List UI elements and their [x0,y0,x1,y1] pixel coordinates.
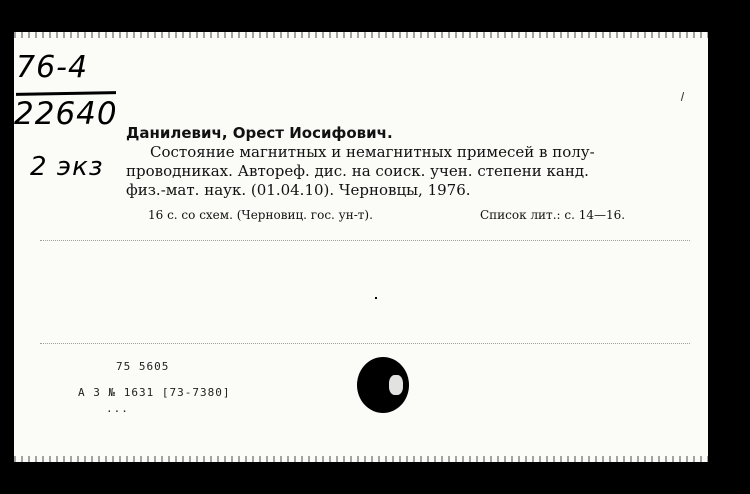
card-edge-top [14,32,708,38]
stamp-line-2: А 3 № 1631 [73-7380] [78,386,231,399]
card-description: Состояние магнитных и немагнитных примесей в полу- проводниках. Автореф. дис. на соиск. учен. степени канд. физ.-мат. наук. (01.04.10). Черновцы, 1976. [126,143,595,199]
card-edge-bottom [14,456,708,462]
speck [375,297,377,299]
stamp-line-3: ... [106,402,129,415]
dotted-rule [40,343,690,345]
punch-hole-mark [357,357,409,413]
dotted-rule [40,240,690,242]
handwritten-inventory-number: 22640 [14,96,118,132]
card-imprint: 16 с. со схем. (Черновиц. гос. ун-т). [148,208,373,222]
handwritten-copies-note: 2 экз [30,152,104,182]
card-author: Данилевич, Орест Иосифович. [126,124,393,142]
handwritten-shelfmark: 76-4 [16,50,89,85]
card-bibliography: Список лит.: с. 14—16. [480,208,626,222]
stamp-line-1: 75 5605 [116,360,170,373]
